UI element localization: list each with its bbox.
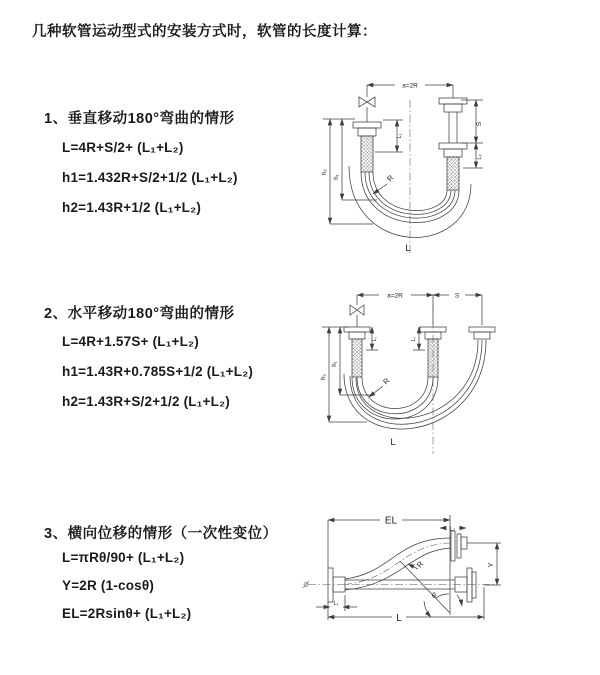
dim-label-radius: R [385, 173, 396, 184]
dim-label-span: a=2R [387, 292, 403, 300]
section-2-formula-1: L=4R+1.57S+ (L₁+L₂) [62, 334, 199, 349]
diagram2-labels [321, 293, 460, 449]
section-1-heading: 1、垂直移动180°弯曲的情形 [44, 111, 235, 127]
dim-label-l1: L₁ [372, 336, 378, 342]
section-3-formula-3: EL=2Rsinθ+ (L₁+L₂) [62, 606, 192, 621]
dim-label-h2: h₂ [322, 169, 328, 175]
dim-label-length: L [390, 437, 396, 448]
dim-label-l2: L₂ [411, 336, 417, 342]
section-3-formula-1: L=πRθ/90+ (L₁+L₂) [62, 550, 185, 565]
diagram-lateral-displacement [300, 505, 515, 655]
dim-label-h1: h₁ [332, 361, 338, 367]
dim-label-radius: R [414, 559, 426, 570]
dim-label-radius: R [381, 376, 392, 387]
double-u-bend-drawing [322, 292, 495, 454]
dim-label-h2: h₂ [321, 374, 327, 380]
dim-label-el: EL [384, 515, 398, 527]
dim-label-l1: L₁ [397, 133, 403, 139]
diagram-vertical-180-bend [315, 72, 585, 264]
dim-label-span: a=2R [402, 82, 418, 90]
dim-label-theta: θ [432, 593, 436, 600]
section-3-formula-2: Y=2R (1-cosθ) [62, 578, 155, 593]
dim-label-shift: S [454, 292, 460, 300]
diagram3-labels [334, 516, 495, 625]
section-2-heading: 2、水平移动180°弯曲的情形 [44, 306, 235, 322]
valve-icon [350, 305, 364, 327]
dim-label-s: S [476, 121, 483, 127]
valve-icon [359, 97, 375, 122]
hose-u-bend-drawing [323, 82, 483, 256]
dim-label-y: Y [486, 562, 495, 568]
section-1-formula-2: h1=1.432R+S/2+1/2 (L₁+L₂) [62, 170, 238, 185]
dim-label-l1: L₁ [333, 601, 339, 607]
section-1-formula-1: L=4R+S/2+ (L₁+L₂) [62, 140, 184, 155]
diagram-horizontal-180-bend [315, 282, 600, 462]
page-title: 几种软管运动型式的安装方式时，软管的长度计算： [32, 24, 377, 40]
dim-label-h1: h₁ [334, 174, 340, 180]
dim-label-length: L [405, 243, 411, 254]
section-2-formula-3: h2=1.43R+S/2+1/2 (L₁+L₂) [62, 394, 230, 409]
dim-label-l2: L₂ [477, 154, 483, 160]
section-1-formula-3: h2=1.43R+1/2 (L₁+L₂) [62, 200, 202, 215]
dim-label-l2: L₂ [449, 526, 456, 533]
section-2-formula-2: h1=1.43R+0.785S+1/2 (L₁+L₂) [62, 364, 254, 379]
dim-label-length: L [396, 613, 402, 624]
section-3-heading: 3、横向位移的情形（一次性变位） [44, 526, 278, 542]
